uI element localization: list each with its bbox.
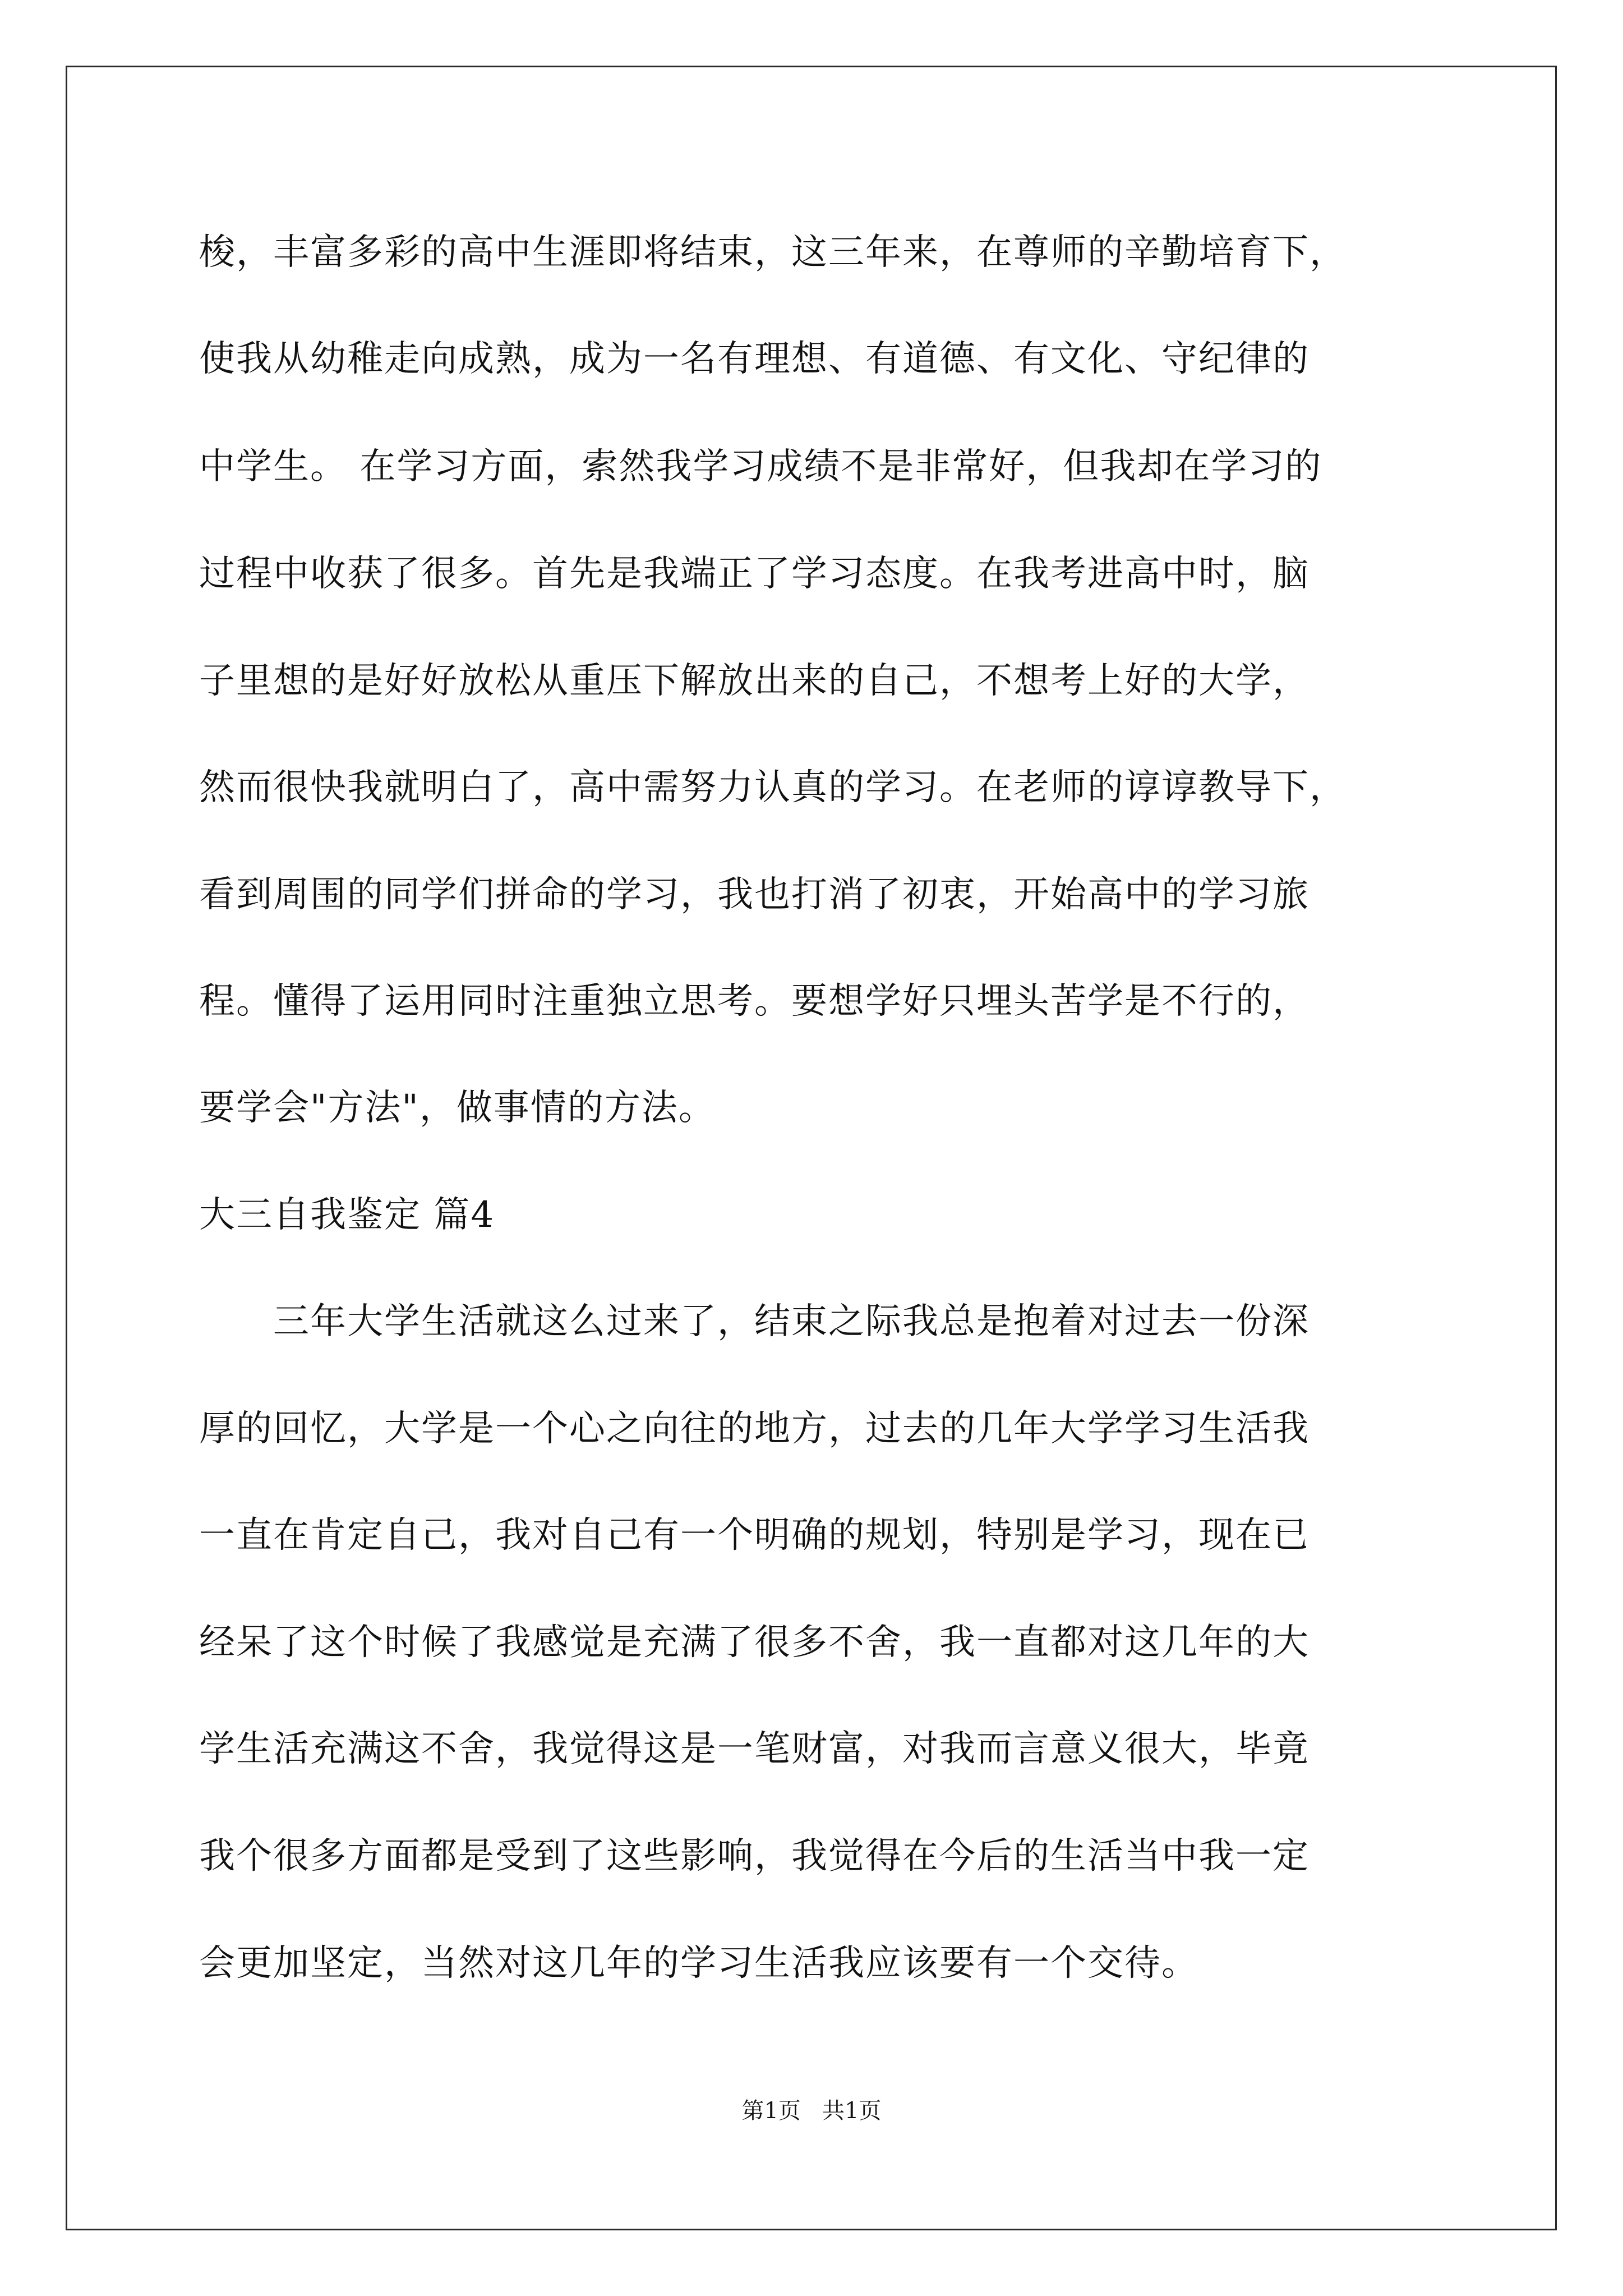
- paragraph-line: 经呆了这个时候了我感觉是充满了很多不舍，我一直都对这几年的大: [199, 1622, 1310, 1663]
- paragraph-line: 中学生。 在学习方面，索然我学习成绩不是非常好，但我却在学习的: [199, 446, 1322, 487]
- page-border: [66, 66, 1557, 2230]
- paragraph-line: 看到周围的同学们拼命的学习，我也打消了初衷，开始高中的学习旅: [199, 874, 1310, 915]
- paragraph-line: 程。懂得了运用同时注重独立思考。要想学好只埋头苦学是不行的，: [199, 981, 1310, 1022]
- paragraph-line: 会更加坚定，当然对这几年的学习生活我应该要有一个交待。: [199, 1943, 1198, 1984]
- paragraph-line: 然而很快我就明白了，高中需努力认真的学习。在老师的谆谆教导下，: [199, 767, 1347, 808]
- paragraph-line: 要学会"方法"，做事情的方法。: [199, 1087, 716, 1129]
- paragraph-line: 我个很多方面都是受到了这些影响，我觉得在今后的生活当中我一定: [199, 1835, 1310, 1877]
- paragraph-line: 学生活充满这不舍，我觉得这是一笔财富，对我而言意义很大，毕竟: [199, 1728, 1310, 1770]
- page-footer: 第1页 共1页: [741, 2098, 882, 2124]
- paragraph-line: 使我从幼稚走向成熟，成为一名有理想、有道德、有文化、守纪律的: [199, 338, 1310, 380]
- paragraph-line: 三年大学生活就这么过来了，结束之际我总是抱着对过去一份深: [199, 1301, 1310, 1342]
- paragraph-line: 子里想的是好好放松从重压下解放出来的自己，不想考上好的大学，: [199, 660, 1310, 702]
- paragraph-line: 梭，丰富多彩的高中生涯即将结束，这三年来，在尊师的辛勤培育下，: [199, 232, 1347, 273]
- paragraph-line: 厚的回忆，大学是一个心之向往的地方，过去的几年大学学习生活我: [199, 1408, 1310, 1450]
- paragraph-line: 一直在肯定自己，我对自己有一个明确的规划，特别是学习，现在已: [199, 1515, 1310, 1556]
- section-heading: 大三自我鉴定 篇4: [199, 1194, 495, 1236]
- paragraph-line: 过程中收获了很多。首先是我端正了学习态度。在我考进高中时，脑: [199, 553, 1310, 595]
